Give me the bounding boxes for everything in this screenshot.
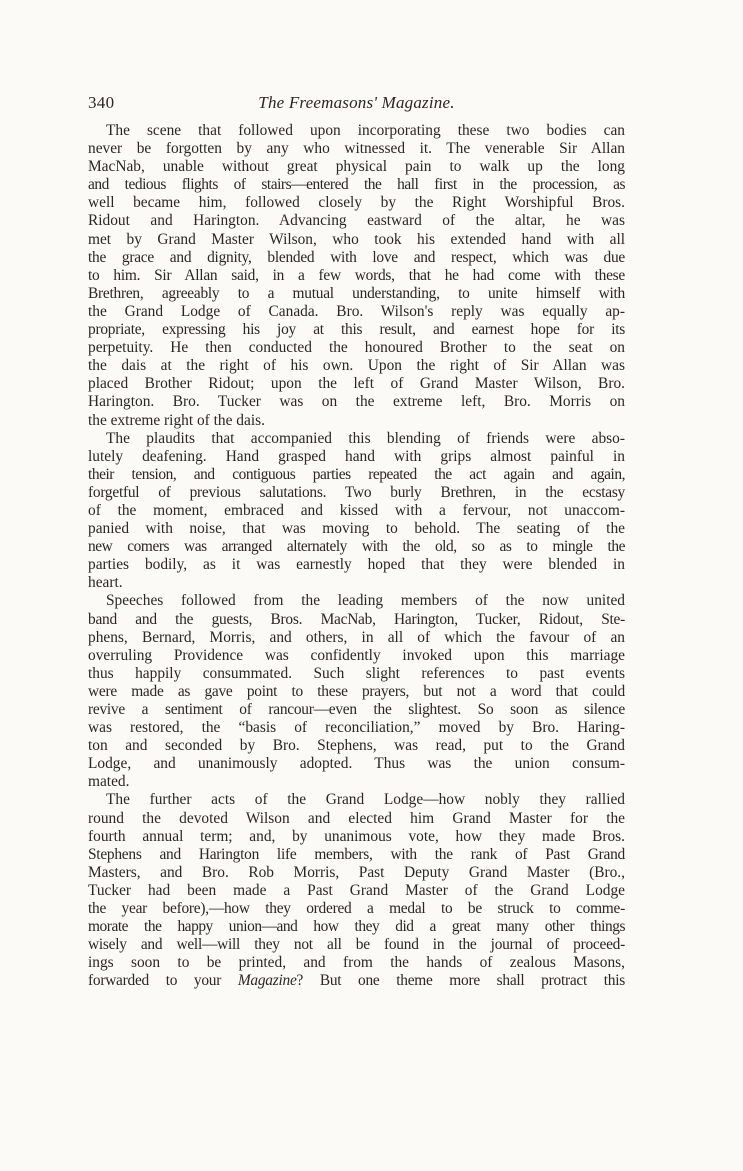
text-line: were made as gave point to these prayers, but not a word that could <box>88 682 625 700</box>
text-line: ings soon to be printed, and from the hands of zealous Masons, <box>88 954 625 972</box>
text-line: the dais at the right of his own. Upon the right of Sir Allan was <box>88 357 625 375</box>
paragraph-2 <box>88 430 625 593</box>
text-line: Ridout and Harington. Advancing eastward of the altar, he was <box>88 212 625 230</box>
text-line: The further acts of the Grand Lodge—how nobly they rallied <box>106 791 625 809</box>
running-head <box>88 93 625 117</box>
text-line: well became him, followed closely by the Right Worshipful Bros. <box>88 194 625 212</box>
text-line: was restored, the “basis of reconciliation,” moved by Bro. Haring- <box>88 719 625 737</box>
text-line: perpetuity. He then conducted the honoured Brother to the seat on <box>88 339 625 357</box>
text-line: never be forgotten by any who witnessed it. The venerable Sir Allan <box>88 140 625 158</box>
text-line: wisely and well—will they not all be found in the journal of proceed- <box>88 936 625 954</box>
magazine-italic: Magazine <box>237 972 297 990</box>
text-line: placed Brother Ridout; upon the left of Grand Master Wilson, Bro. <box>88 375 625 393</box>
text-line: the extreme right of the dais. <box>88 411 265 429</box>
text-line: Stephens and Harington life members, with the rank of Past Grand <box>88 845 625 863</box>
text-line: overruling Providence was confidently invoked upon this marriage <box>88 646 625 664</box>
text-line: ton and seconded by Bro. Stephens, was read, put to the Grand <box>88 737 625 755</box>
text-line: The scene that followed upon incorporating these two bodies can <box>106 122 625 139</box>
text-line: their tension, and contiguous parties repeated the act again and again, <box>88 465 625 483</box>
article-body <box>88 122 625 991</box>
text-line: thus happily consummated. Such slight references to past events <box>88 664 625 682</box>
magazine-page <box>88 93 625 991</box>
text-line: Brethren, agreeably to a mutual understanding, to unite himself with <box>88 284 625 302</box>
text-line: parties bodily, as it was earnestly hoped that they were blended in <box>88 556 625 574</box>
text-line: new comers was arranged alternately with the old, so as to mingle the <box>88 538 625 556</box>
text-line: Tucker had been made a Past Grand Master of the Grand Lodge <box>88 881 625 899</box>
text-line: phens, Bernard, Morris, and others, in all of which the favour of an <box>88 628 625 646</box>
text-line: The plaudits that accompanied this blending of friends were abso- <box>106 429 625 447</box>
text-line: Speeches followed from the leading members of the now united <box>106 592 625 610</box>
text-line: morate the happy union—and how they did a great many other things <box>88 918 625 936</box>
text-line: lutely deafening. Hand grasped hand with grips almost painful in <box>88 447 625 465</box>
text-line: Masters, and Bro. Rob Morris, Past Deputy Grand Master (Bro., <box>88 863 625 881</box>
text-line: heart. <box>88 574 123 592</box>
text-line: the Grand Lodge of Canada. Bro. Wilson's reply was equally ap- <box>88 302 625 320</box>
journal-title: The Freemasons' Magazine. <box>258 93 455 112</box>
text-line: the grace and dignity, blended with love and respect, which was due <box>88 248 625 266</box>
text-line: of the moment, embraced and kissed with a fervour, not unaccom- <box>88 501 625 519</box>
paragraph-4 <box>88 791 625 990</box>
text-line: Lodge, and unanimously adopted. Thus was the union consum- <box>88 755 625 773</box>
paragraph-1 <box>88 122 625 430</box>
text-line: and tedious flights of stairs—entered the hall first in the procession, as <box>88 176 625 194</box>
text-line: MacNab, unable without great physical pain to walk up the long <box>88 158 625 176</box>
text-line: panied with noise, that was moving to behold. The seating of the <box>88 520 625 538</box>
paragraph-3 <box>88 592 625 791</box>
text-line: forgetful of previous salutations. Two burly Brethren, in the ecstasy <box>88 483 625 501</box>
text-line: Harington. Bro. Tucker was on the extreme left, Bro. Morris on <box>88 393 625 411</box>
text-line: the year before),—how they ordered a medal to be struck to comme- <box>88 900 625 918</box>
text-line: round the devoted Wilson and elected him Grand Master for the <box>88 809 625 827</box>
text-line: forwarded to your Magazine? But one theme more shall protract this <box>88 972 625 990</box>
text-line: met by Grand Master Wilson, who took his extended hand with all <box>88 230 625 248</box>
text-line: propriate, expressing his joy at this result, and earnest hope for its <box>88 321 625 339</box>
text-line: revive a sentiment of rancour—even the slightest. So soon as silence <box>88 701 625 718</box>
text-line: fourth annual term; and, by unanimous vote, how they made Bros. <box>88 827 625 845</box>
page-number: 340 <box>88 93 115 112</box>
text-line: mated. <box>88 773 130 791</box>
text-line: to him. Sir Allan said, in a few words, that he had come with these <box>88 266 625 284</box>
text-line: band and the guests, Bros. MacNab, Harington, Tucker, Ridout, Ste- <box>88 610 625 628</box>
